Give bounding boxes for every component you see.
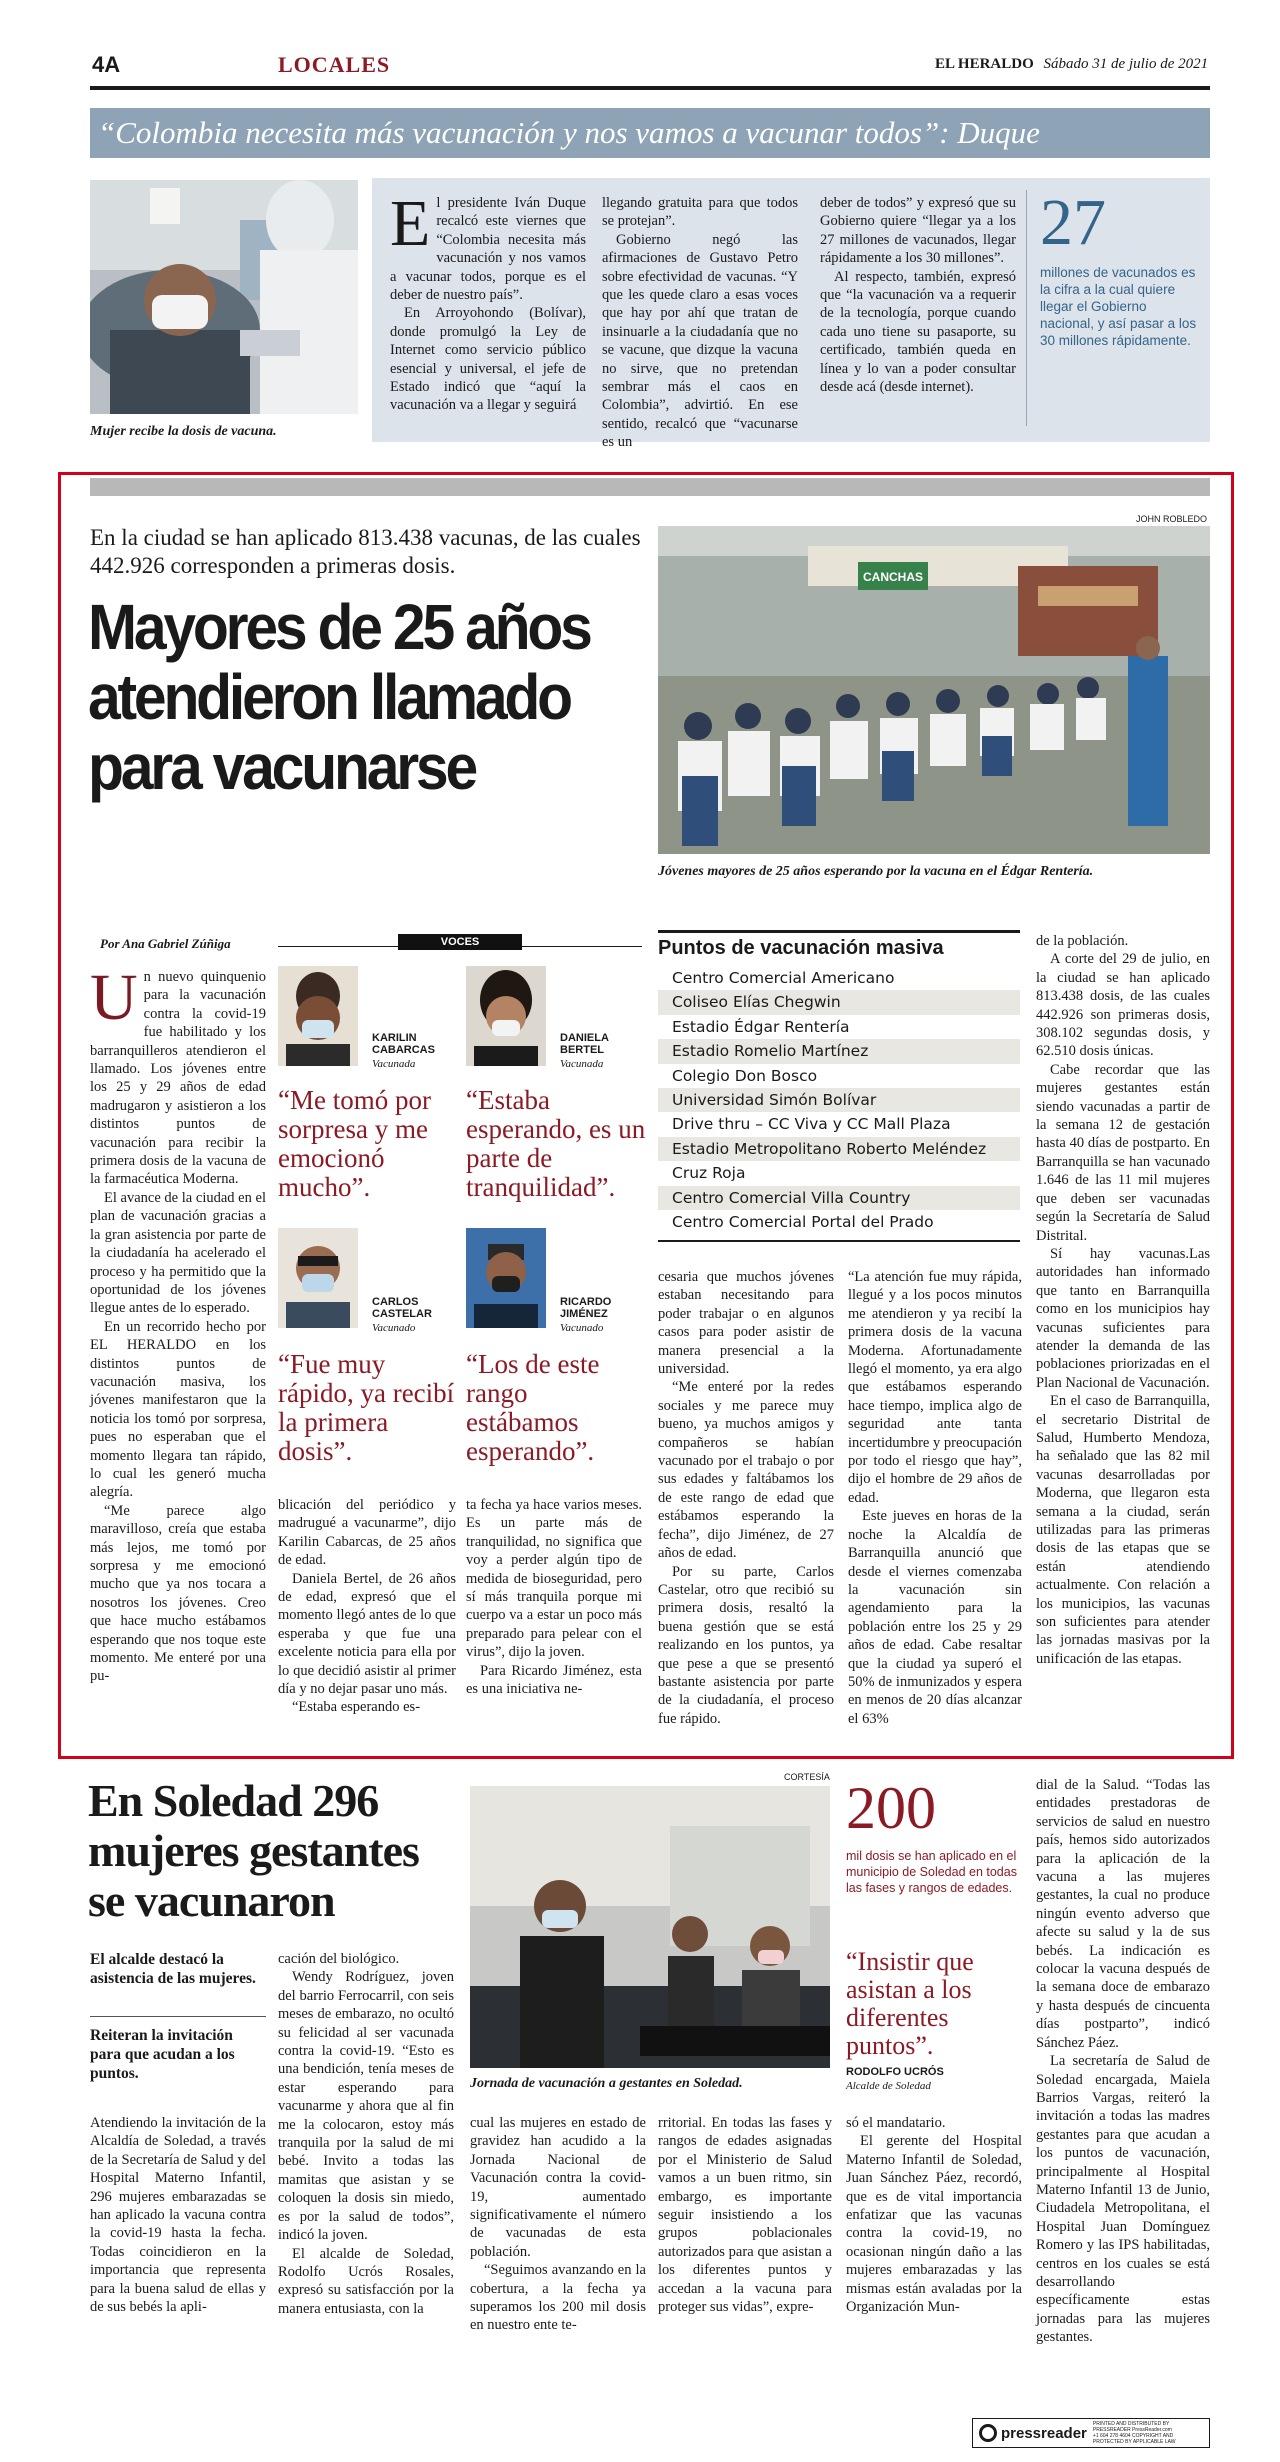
list-item: Cruz Roja bbox=[672, 1164, 746, 1183]
soledad-col-4 bbox=[658, 2114, 832, 2316]
headline-line: Mayores de 25 años bbox=[88, 591, 590, 663]
paragraph: ta fecha ya hace varios meses. Es un parte más de tranquilidad, no significa que voy a perder algún tipo de medida de bioseguridad, pero sí más tranquila porque mi cuerpo va a estar un poco más preparado para pelear con el virus”, dijo la joven. bbox=[466, 1497, 642, 1661]
soledad-col-3 bbox=[470, 2114, 646, 2335]
paragraph: La secretaría de Salud de Soledad encargada, Maiela Barrios Vargas, reiteró la invitación a todas las madres gestantes para que acudan a los puntos de vacunación, principalmente al Hospital Materno Infantil 13 de Junio, Ciudadela Metropolitana, el Hospital Juan Domínguez Romero y las IPS habilitadas, centros en los cuales se está desarrollando específicamente estas jornadas para las mujeres gestantes. bbox=[1036, 2053, 1210, 2346]
voces-name: DANIELA BERTEL bbox=[560, 1032, 609, 1056]
soledad-photo bbox=[470, 1786, 830, 2068]
paragraph: “Estaba esperando es- bbox=[292, 1699, 421, 1716]
header-rule bbox=[90, 86, 1210, 90]
paragraph: Este jueves en horas de la noche la Alcaldía de Barranquilla anunció que desde el viernes comenzaba la vacunación sin agendamiento para la población entre los 25 y 29 años de edad. Cabe resaltar que la ciudad ya superó el 50% de inmunizados y espera en menos de 20 días alcanzar el 63% bbox=[848, 1508, 1022, 1727]
top-story-banner bbox=[90, 108, 1210, 158]
voces-name: KARILIN CABARCAS bbox=[372, 1032, 435, 1056]
puntos-list bbox=[658, 966, 1020, 1234]
soledad-col-1 bbox=[90, 2114, 266, 2316]
bullet-divider bbox=[90, 2016, 266, 2017]
list-item: Estadio Édgar Rentería bbox=[672, 1017, 850, 1036]
byline: Por Ana Gabriel Zúñiga bbox=[100, 936, 231, 951]
paragraph: dial de la Salud. “Todas las entidades prestadoras de servicios de salud en nuestro país, hemos sido autorizados para la aplicación de la vacuna a las mujeres gestantes, la cual no produce ningún evento adverso que afecte su salud y la de sus bebés. La indicación es colocar la vacuna después de la semana doce de embarazo y hasta después de cincuenta días postparto”, indicó Sánchez Páez. bbox=[1036, 1777, 1210, 2051]
paragraph: só el mandatario. bbox=[846, 2115, 946, 2131]
paragraph: rritorial. En todas las fases y rangos de edades asignadas por el Ministerio de Salud vamos a un buen ritmo, sin embargo, es importante seguir insistiendo a los grupos poblacionales autorizados para que asistan a los diferentes puntos y accedan a la vacuna para proteger sus vidas”, expre- bbox=[658, 2115, 832, 2316]
main-story-dropcap: U bbox=[90, 961, 138, 1034]
pressreader-brand: pressreader bbox=[1001, 2424, 1087, 2442]
paragraph: A corte del 29 de julio, en la ciudad se han aplicado 813.438 dosis, de las cuales 442.926 son primeras dosis, 308.102 segundas dosis, y 62.510 dosis únicas. bbox=[1036, 951, 1210, 1060]
voces-quote: “Fue muy rápido, ya recibí la primera dosis”. bbox=[278, 1349, 455, 1466]
list-item: Drive thru – CC Viva y CC Mall Plaza bbox=[672, 1115, 951, 1134]
paragraph: blicación del periódico y madrugué a vacunarme”, dijo Karilin Cabarcas, de 25 años de edad. bbox=[278, 1497, 456, 1569]
paragraph: En Arroyohondo (Bolívar), donde promulgó la Ley de Internet como servicio público esencial y universal, el jefe de Estado indicó que “aquí la vacunación va a llegar y seguirá bbox=[390, 305, 586, 414]
soledad-bullet-1: El alcalde destacó la asistencia de las mujeres. bbox=[90, 1951, 256, 1987]
voces-quote: “Me tomó por sorpresa y me emocionó mucho”. bbox=[278, 1085, 431, 1202]
puntos-title: Puntos de vacunación masiva bbox=[658, 937, 944, 959]
voces-name: RICARDO JIMÉNEZ bbox=[560, 1296, 612, 1320]
paragraph: Daniela Bertel, de 26 años de edad, expresó que el momento llegó antes de lo que esperaba y que fue una excelente noticia para ella por lo que decidió asistir al primer día y no dejar pasar uno más. bbox=[278, 1570, 456, 1698]
main-photo-caption: Jóvenes mayores de 25 años esperando por la vacuna en el Édgar Rentería. bbox=[658, 864, 1094, 879]
soledad-quote-name: RODOLFO UCRÓS bbox=[846, 2066, 944, 2078]
main-story-col-3 bbox=[466, 1496, 642, 1698]
soledad-quote: “Insistir que asistan a los diferentes puntos”. bbox=[846, 1947, 974, 2060]
avatar bbox=[278, 1228, 358, 1328]
paragraph: En el caso de Barranquilla, el secretario Distrital de Salud, Humberto Mendoza, ha señalado que las 82 mil vacunas desarrolladas por Moderna, que llegaron esta semana a la ciudad, serán utilizadas para las primeras dosis de las etapas que se están atendiendo actualmente. Con relación a los municipios, las vacunas son suficientes para atender las jornadas masivas por la unificación de las etapas. bbox=[1036, 1393, 1210, 1667]
voces-role: Vacunada bbox=[560, 1058, 604, 1070]
voces-role: Vacunado bbox=[560, 1322, 604, 1334]
soledad-quote-role: Alcalde de Soledad bbox=[846, 2080, 931, 2092]
paragraph: Gobierno negó las afirmaciones de Gustavo Petro sobre efectividad de vacunas. “Y que les quede claro a esas voces que hay por ahí que tratan de insinuarle a la ciudadanía que no se vacune, que dizque la vacuna no sirve, que no pretendan sembrar más el caos en Colombia”, advirtió. En ese sentido, recalcó que “vacunarse es un bbox=[602, 231, 798, 451]
paragraph: l presidente Iván Duque recalcó este viernes que “Colombia necesita más vacunación y nos vamos a vacunar todos, porque es el deber de nuestro país”. bbox=[390, 195, 586, 304]
paragraph: “Me parece algo maravilloso, creía que estaba más lejos, me tomó por sorpresa y me emocionó mucho que ya nos tocara a nosotros los jóvenes. Creo que hace mucho estábamos esperando que nos toque este momento. Me enteré por una pu- bbox=[90, 1502, 266, 1685]
soledad-photo-caption: Jornada de vacunación a gestantes en Soledad. bbox=[470, 2076, 743, 2091]
main-story-col-6 bbox=[1036, 932, 1210, 1668]
main-story-col-4 bbox=[658, 1268, 834, 1728]
paragraph: llegando gratuita para que todos se protejan”. bbox=[602, 195, 798, 230]
list-item: Estadio Romelio Martínez bbox=[658, 1039, 1020, 1063]
avatar bbox=[278, 966, 358, 1066]
list-item: Universidad Simón Bolívar bbox=[658, 1088, 1020, 1112]
paper-name: EL HERALDO bbox=[935, 56, 1034, 72]
issue-date: Sábado 31 de julio de 2021 bbox=[1043, 56, 1209, 72]
headline-line: mujeres gestantes bbox=[88, 1825, 419, 1876]
top-story-stat-text: millones de vacunados es la cifra a la cual quiere llegar el Gobierno nacional, y así pasar a los 30 millones rápidamente. bbox=[1040, 265, 1197, 348]
page-number: 4A bbox=[92, 52, 121, 77]
puntos-top-rule bbox=[658, 930, 1020, 933]
headline-line: En Soledad 296 bbox=[88, 1775, 379, 1826]
list-item: Coliseo Elías Chegwin bbox=[658, 990, 1020, 1014]
main-photo-credit: JOHN ROBLEDO bbox=[1136, 514, 1208, 524]
paragraph: En un recorrido hecho por EL HERALDO en los distintos puntos de vacunación masiva, los jóvenes manifestaron que la noticia los tomó por sorpresa, pues no esperaban que el momento llegara tan rápido, lo cual les generó mucha alegría. bbox=[90, 1318, 266, 1501]
top-story-col-2 bbox=[602, 194, 798, 452]
paragraph: cual las mujeres en estado de gravidez han acudido a la Jornada Nacional de Vacunación contra la covid-19, aumentado significativamente el número de vacunadas de esta población. bbox=[470, 2115, 646, 2260]
main-story-col-5 bbox=[848, 1268, 1022, 1728]
paragraph: Wendy Rodríguez, joven del barrio Ferrocarril, con seis meses de embarazo, no ocultó su felicidad al ser vacunada contra la covid-19. “Esto es una bendición, tenía meses de estar esperando para vacunarme y ahora que al fin me la colocaron, estoy más tranquila por la salud de mi bebé. Invito a todas las mamitas que asistan y se coloquen la dosis sin miedo, es por la salud de todos”, indicó la joven. bbox=[278, 1969, 454, 2244]
paper-date-line bbox=[935, 56, 1208, 73]
top-story-col-3 bbox=[820, 194, 1016, 396]
paragraph: Por su parte, Carlos Castelar, otro que recibió su primera dosis, resaltó la buena gestión que se está realizando en los puntos, ya que pese a que se presentó bastante asistencia por parte de la ciudadanía, el proceso fue rápido. bbox=[658, 1563, 834, 1727]
avatar bbox=[466, 1228, 546, 1328]
main-story-photo bbox=[658, 526, 1210, 854]
voces-quote: “Los de este rango estábamos esperando”. bbox=[466, 1349, 600, 1466]
top-story-headline: “Colombia necesita más vacunación y nos vamos a vacunar todos”: Duque bbox=[98, 115, 1040, 150]
puntos-bottom-rule bbox=[658, 1240, 1020, 1242]
headline-line: atendieron llamado bbox=[88, 661, 570, 733]
paragraph: El gerente del Hospital Materno Infantil de Soledad, Juan Sánchez Páez, recordó, que es de vital importancia enfatizar que las vacunas contra la covid-19, no ocasionan ningún daño a las mujeres embarazadas y las mismas están avaladas por la Organización Mun- bbox=[846, 2133, 1022, 2316]
paragraph: “Me enteré por la redes sociales y me parece muy bueno, ya muchos amigos y compañeros se habían vacunado por el trabajo o por sus edades y faltábamos los de este rango de edad que estábamos esperando la fecha”, dijo Jiménez, de 27 años de edad. bbox=[658, 1379, 834, 1562]
paragraph: El avance de la ciudad en el plan de vacunación gracias a la gran asistencia por parte de la ciudadanía ha acelerado el proceso y ha permitido que la oportunidad de los jóvenes llegue antes de lo esperado. bbox=[90, 1189, 266, 1317]
soledad-col-2 bbox=[278, 1950, 454, 2318]
top-story-photo bbox=[90, 180, 358, 414]
list-item: Estadio Metropolitano Roberto Meléndez bbox=[658, 1137, 1020, 1161]
stat-divider bbox=[1026, 190, 1027, 426]
paragraph: “La atención fue muy rápida, llegué y a los pocos minutos me atendieron y ya recibí la primera dosis de la vacuna Moderna. Afortunadamente llegó el momento, ya era algo que estábamos esperando hace tiempo, implica algo de seguridad ante tanta incertidumbre y preocupación por todo el riesgo que hay”, dijo el hombre de 29 años de edad. bbox=[848, 1269, 1022, 1506]
top-story-col-1 bbox=[390, 187, 586, 415]
soledad-stat-number: 200 bbox=[846, 1775, 936, 1841]
list-item: Colegio Don Bosco bbox=[672, 1066, 818, 1085]
paragraph: cesaria que muchos jóvenes estaban necesitando para poder trabajar o en algunos casos para poder asistir de manera presencial a la universidad. bbox=[658, 1269, 834, 1378]
top-story-photo-caption: Mujer recibe la dosis de vacuna. bbox=[90, 424, 277, 439]
paragraph: El alcalde de Soledad, Rodolfo Ucrós Rosales, expresó su satisfacción por la manera entusiasta, con la bbox=[278, 2245, 454, 2317]
paragraph: Sí hay vacunas.Las autoridades han informado que tanto en Barranquilla como en los municipios hay vacunas suficientes para atender la demanda de las poblaciones priorizadas en el Plan Nacional de Vacunación. bbox=[1036, 1245, 1210, 1391]
headline-line: se vacunaron bbox=[88, 1875, 335, 1926]
list-item: Centro Comercial Americano bbox=[672, 969, 895, 987]
section-name: LOCALES bbox=[278, 52, 391, 77]
main-story-top-bar bbox=[90, 478, 1210, 496]
voces-role: Vacunado bbox=[372, 1322, 416, 1334]
pressreader-small-print: PRINTED AND DISTRIBUTED BY PRESSREADER PressReader.com +1 604 278 4604 COPYRIGHT AND PROTECTED BY APPLICABLE LAW bbox=[1092, 2421, 1176, 2445]
voces-label: VOCES bbox=[398, 934, 522, 950]
paragraph: Para Ricardo Jiménez, esta es una iniciativa ne- bbox=[466, 1662, 642, 1698]
paragraph: n nuevo quinquenio para la vacunación contra la covid-19 fue habilitado y los barranquilleros atendieron el llamado. Los jóvenes entre los 25 y 29 años de edad madrugaron y asistieron a los distintos puntos de vacunación para recibir la primera dosis de la vacuna de la farmacéutica Moderna. bbox=[90, 969, 266, 1188]
main-story-headline bbox=[88, 592, 612, 802]
top-story-stat-number: 27 bbox=[1040, 186, 1106, 259]
top-story-dropcap: E bbox=[390, 187, 431, 260]
paragraph: Cabe recordar que las mujeres gestantes están siendo vacunadas a partir de la semana 12 de gestación hasta 40 días de postparto. En Barranquilla se han vacunado 1.646 de las 11 mil mujeres que deben ser vacunadas según la Secretaría de Salud Distrital. bbox=[1036, 1061, 1210, 1244]
list-item: Centro Comercial Villa Country bbox=[658, 1186, 1020, 1210]
soledad-headline bbox=[88, 1776, 468, 1926]
voces-quote: “Estaba esperando, es un parte de tranquilidad”. bbox=[466, 1085, 646, 1202]
main-story-lede: En la ciudad se han aplicado 813.438 vacunas, de las cuales 442.926 corresponden a primeras dosis. bbox=[90, 525, 641, 578]
pressreader-logo-icon bbox=[979, 2424, 997, 2442]
main-story-col-2 bbox=[278, 1496, 456, 1717]
paragraph: “Seguimos avanzando en la cobertura, a la fecha ya superamos los 200 mil dosis en nuestro ente te- bbox=[470, 2262, 646, 2334]
soledad-col-6 bbox=[1036, 1776, 1210, 2347]
paragraph: Al respecto, también, expresó que “la vacunación va a requerir de la tecnología, porque cuando cada uno tiene su pasaporte, su certificado, también queda en línea y lo van a poder consultar desde acá (desde internet). bbox=[820, 268, 1016, 396]
voces-name: CARLOS CASTELAR bbox=[372, 1296, 432, 1320]
paragraph: Atendiendo la invitación de la Alcaldía de Soledad, a través de la Secretaría de Salud y del Hospital Materno Infantil, 296 mujeres embarazadas se han aplicado la vacuna contra la covid-19 hasta la fecha. Todas coincidieron en la importancia que representa para la buena salud de ellas y de sus bebés la apli- bbox=[90, 2115, 266, 2316]
soledad-bullet-2: Reiteran la invitación para que acudan a los puntos. bbox=[90, 2027, 235, 2082]
paragraph: deber de todos” y expresó que su Gobierno quiere “llegar ya a los 27 millones de vacunados, llegar rápidamente a los 30 millones”. bbox=[820, 195, 1016, 267]
paragraph: cación del biológico. bbox=[278, 1951, 400, 1967]
list-item: Centro Comercial Portal del Prado bbox=[672, 1212, 934, 1231]
headline-line: para vacunarse bbox=[88, 731, 475, 803]
pressreader-footer bbox=[972, 2418, 1210, 2448]
paragraph: de la población. bbox=[1036, 933, 1129, 949]
soledad-photo-credit: CORTESÍA bbox=[784, 1772, 830, 1782]
main-story-col-1 bbox=[90, 961, 266, 1686]
voces-role: Vacunada bbox=[372, 1058, 416, 1070]
avatar bbox=[466, 966, 546, 1066]
soledad-stat-text: mil dosis se han aplicado en el municipio de Soledad en todas las fases y rangos de edades. bbox=[846, 1849, 1017, 1895]
soledad-col-5 bbox=[846, 2114, 1022, 2316]
photo-sign-text: CANCHAS bbox=[863, 570, 923, 584]
